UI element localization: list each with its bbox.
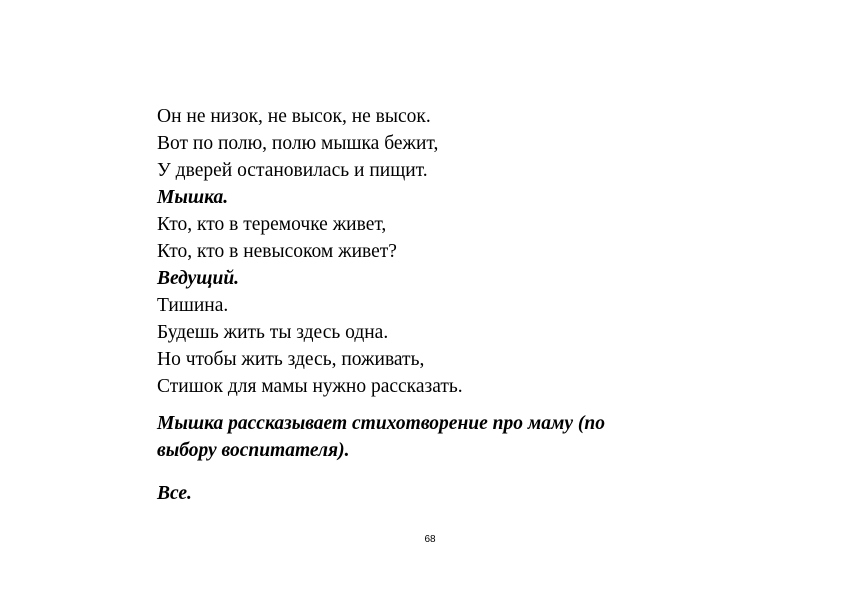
- page-number: 68: [424, 534, 436, 545]
- poem-line: Стишок для мамы нужно рассказать.: [157, 376, 463, 397]
- speaker-name: Ведущий.: [157, 268, 240, 289]
- poem-line: Будешь жить ты здесь одна.: [157, 322, 389, 343]
- poem-line: Вот по полю, полю мышка бежит,: [157, 133, 439, 154]
- stage-direction: [157, 410, 717, 464]
- poem-line: Кто, кто в теремочке живет,: [157, 214, 387, 235]
- speaker-name: Мышка.: [157, 187, 229, 208]
- poem-line: Но чтобы жить здесь, поживать,: [157, 349, 425, 370]
- final-speaker-name: Все.: [157, 483, 192, 504]
- stage-direction-line: Мышка рассказывает стихотворение про маму (по: [157, 413, 605, 434]
- poem-line: Кто, кто в невысоком живет?: [157, 241, 397, 262]
- poem-line: Тишина.: [157, 295, 229, 316]
- poem-line: У дверей остановилась и пищит.: [157, 160, 428, 181]
- poem-line: Он не низок, не высок, не высок.: [157, 106, 431, 127]
- stage-direction-line: выбору воспитателя).: [157, 440, 350, 461]
- poem-text: [157, 103, 717, 400]
